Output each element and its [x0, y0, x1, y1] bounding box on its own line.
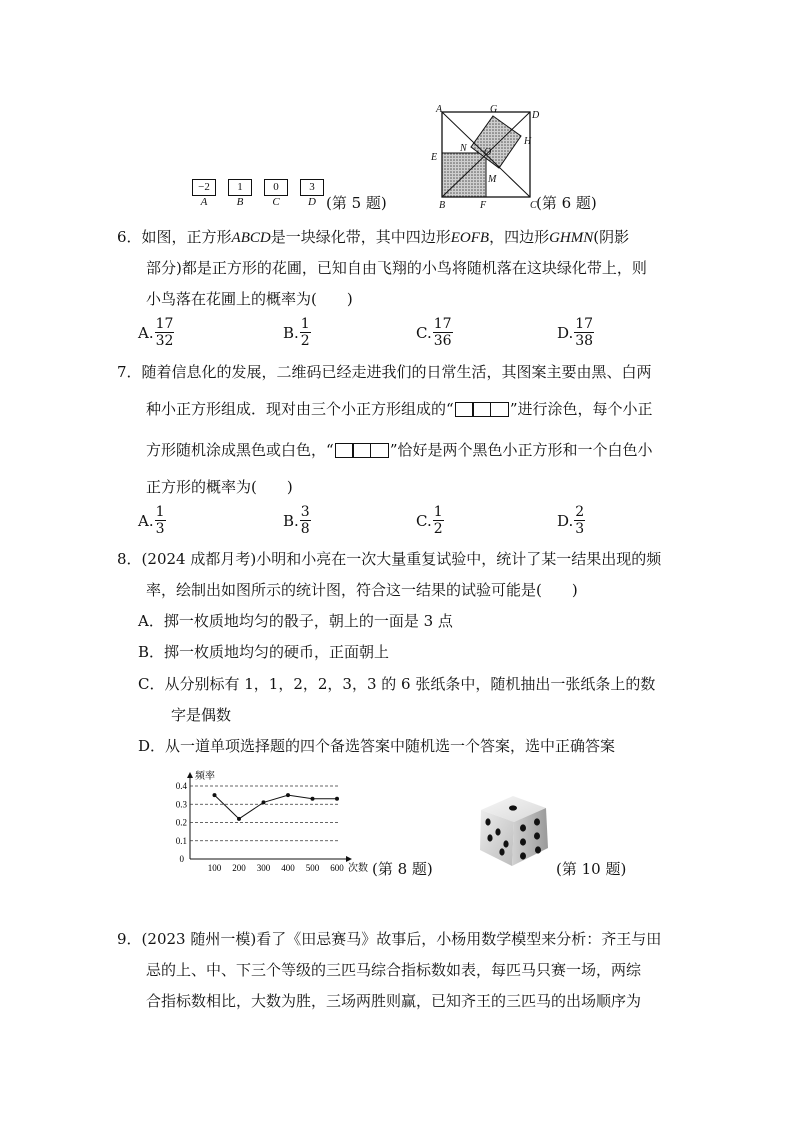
x-tick-label: 300	[256, 863, 271, 873]
box-d: 3 D	[300, 179, 324, 208]
data-point	[262, 800, 266, 804]
q8-option-d: D．从一道单项选择题的四个备选答案中随机选一个答案，选中正确答案	[138, 737, 616, 755]
figure-10-caption: (第 10 题)	[556, 860, 627, 878]
q8-line-1: 8．(2024 成都月考)小明和小亮在一次大量重复试验中，统计了某一结果出现的频	[117, 550, 662, 568]
data-point	[213, 793, 217, 797]
q8-line-2: 率，绘制出如图所示的统计图，符合这一结果的试验可能是( )	[146, 581, 578, 599]
figure-6	[426, 102, 538, 210]
data-point	[286, 793, 290, 797]
figure-8-caption: (第 8 题)	[372, 860, 433, 878]
figure-10-dice	[468, 792, 558, 870]
x-axis-arrow	[346, 856, 352, 862]
origin-label: 0	[179, 854, 184, 864]
q8-option-a: A．掷一枚质地均匀的骰子，朝上的一面是 3 点	[138, 612, 453, 630]
q7-line-3: 方形随机涂成黑色或白色，“ ”恰好是两个黑色小正方形和一个白色小	[146, 441, 653, 459]
x-tick-label: 600	[330, 863, 344, 873]
x-tick-label: 500	[305, 863, 320, 873]
svg-text:N: N	[460, 143, 467, 154]
q6-line-1: 6．如图，正方形ABCD是一块绿化带，其中四边形EOFB，四边形GHMN(阴影	[117, 228, 630, 246]
data-point	[237, 817, 241, 821]
q7-option-b: B. $\frac{3}{8}$	[283, 504, 310, 537]
three-square-icon	[455, 402, 509, 417]
y-axis-arrow	[187, 772, 193, 778]
q6-options	[138, 316, 618, 356]
box-c: 0 C	[264, 179, 288, 208]
q6-option-b: B. $\frac{1}{2}$	[283, 316, 310, 349]
svg-text:E: E	[431, 152, 438, 163]
q6-option-d: D. $\frac{17}{38}$	[557, 316, 594, 349]
q7-option-c: C. $\frac{1}{2}$	[416, 504, 443, 537]
y-tick-label: 0.1	[175, 835, 187, 846]
x-tick-label: 100	[207, 863, 222, 873]
q6-line-3: 小鸟落在花圃上的概率为( )	[146, 290, 353, 308]
svg-text:F: F	[480, 200, 487, 211]
svg-text:G: G	[490, 104, 498, 115]
svg-text:O: O	[484, 147, 492, 158]
q7-option-a: A. $\frac{1}{3}$	[138, 504, 165, 537]
figure-5	[192, 179, 324, 208]
svg-text:B: B	[439, 200, 446, 211]
svg-text:A: A	[436, 104, 443, 115]
q6-option-c: C. $\frac{17}{36}$	[416, 316, 452, 349]
x-tick-label: 200	[232, 863, 246, 873]
q7-line-4: 正方形的概率为( )	[146, 478, 293, 496]
data-point	[311, 797, 315, 801]
box-a: −2 A	[192, 179, 216, 208]
q8-option-c-line-1: C．从分别标有 1，1，2，2，3，3 的 6 张纸条中，随机抽出一张纸条上的数	[138, 675, 656, 693]
data-point	[335, 797, 339, 801]
figure-6-caption: (第 6 题)	[536, 194, 597, 212]
y-tick-label: 0.2	[175, 817, 187, 828]
box-b: 1 B	[228, 179, 252, 208]
q7-line-1: 7．随着信息化的发展，二维码已经走进我们的日常生活，其图案主要由黑、白两	[117, 363, 652, 381]
q7-line-2: 种小正方形组成．现对由三个小正方形组成的“ ”进行涂色，每个小正	[146, 400, 653, 418]
q9-line-3: 合指标数相比，大数为胜，三场两胜则赢，已知齐王的三匹马的出场顺序为	[146, 992, 642, 1010]
q6-line-2: 部分)都是正方形的花圃，已知自由飞翔的小鸟将随机落在这块绿化带上，则	[146, 259, 647, 277]
frequency-line-chart	[170, 768, 380, 874]
q7-option-d: D. $\frac{2}{3}$	[557, 504, 585, 537]
three-square-icon	[335, 443, 389, 458]
y-tick-label: 0.4	[175, 781, 187, 791]
q8-option-b: B．掷一枚质地均匀的硬币，正面朝上	[138, 643, 390, 661]
q9-line-2: 忌的上、中、下三个等级的三匹马综合指标数如表，每匹马只赛一场，两综	[146, 961, 642, 979]
svg-text:D: D	[532, 110, 540, 121]
q6-option-a: A. $\frac{17}{32}$	[138, 316, 174, 349]
q7-options	[138, 504, 618, 544]
y-axis-label: 频率	[195, 771, 215, 782]
svg-text:C: C	[530, 200, 537, 211]
q9-line-1: 9．(2023 随州一模)看了《田忌赛马》故事后，小杨用数学模型来分析：齐王与田	[117, 930, 662, 948]
q8-option-c-line-2: 字是偶数	[171, 706, 232, 724]
svg-text:H: H	[524, 136, 532, 147]
x-axis-label: 次数	[348, 863, 368, 874]
figure-5-caption: (第 5 题)	[326, 194, 387, 212]
svg-text:M: M	[488, 174, 497, 185]
frequency-series-line	[215, 795, 338, 819]
x-tick-label: 400	[281, 863, 295, 873]
y-tick-label: 0.3	[175, 799, 187, 810]
